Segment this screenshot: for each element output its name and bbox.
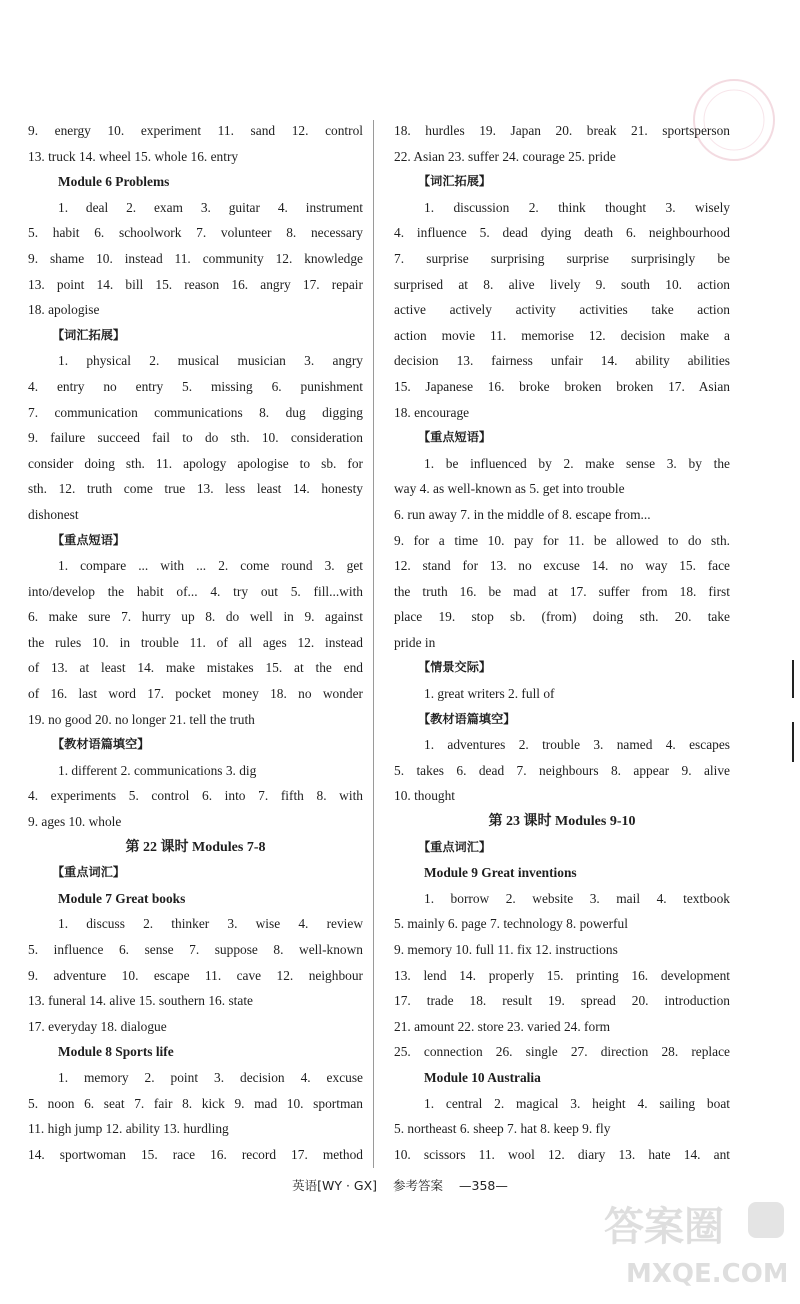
answer-line: surprised at 8. alive lively 9. south 10. action xyxy=(394,276,730,292)
answer-line: 15. Japanese 16. broke broken broken 17. Asian xyxy=(394,378,730,394)
answer-line: 6. run away 7. in the middle of 8. escape from... xyxy=(394,506,651,522)
answer-line: 12. stand for 13. no excuse 14. no way 15. face xyxy=(394,558,730,574)
module-heading: Module 10 Australia xyxy=(424,1069,541,1085)
answer-line: 10. scissors 11. wool 12. diary 13. hate 14. ant xyxy=(394,1146,730,1162)
section-tag: 【重点短语】 xyxy=(418,430,492,445)
answer-line: 21. amount 22. store 23. varied 24. form xyxy=(394,1018,611,1034)
answer-line: 17. trade 18. result 19. spread 20. introduction xyxy=(394,993,730,1009)
section-tag: 【词汇拓展】 xyxy=(52,327,126,342)
answer-line: dishonest xyxy=(28,506,79,522)
answer-line: 1. different 2. communications 3. dig xyxy=(58,762,257,778)
watermark-text: 答案圈 xyxy=(604,1204,724,1250)
answer-line: active actively activity activities take action xyxy=(394,302,730,318)
answer-line: 1. borrow 2. website 3. mail 4. textbook xyxy=(424,890,730,906)
answer-line: 13. point 14. bill 15. reason 16. angry 17. repair xyxy=(28,276,363,292)
answer-line: consider doing sth. 11. apology apologise to sb. for xyxy=(28,455,363,471)
answer-line: sth. 12. truth come true 13. less least 14. honesty xyxy=(28,481,363,497)
left-column xyxy=(28,118,363,1167)
answer-line: 9. failure succeed fail to do sth. 10. consideration xyxy=(28,430,363,446)
answer-line: 4. entry no entry 5. missing 6. punishment xyxy=(28,378,363,394)
watermark-logo xyxy=(596,1192,786,1292)
answer-line: 9. adventure 10. escape 11. cave 12. neighbour xyxy=(28,967,363,983)
answer-line: 1. discussion 2. think thought 3. wisely xyxy=(424,199,730,215)
answer-line: 25. connection 26. single 27. direction 28. replace xyxy=(394,1044,730,1060)
section-tag: 【教材语篇填空】 xyxy=(418,711,516,726)
answer-line: 7. surprise surprising surprise surprisingly be xyxy=(394,250,730,266)
answer-line: pride in xyxy=(394,634,436,650)
answer-line: 5. noon 6. seat 7. fair 8. kick 9. mad 10. sportman xyxy=(28,1095,363,1111)
section-tag: 【教材语篇填空】 xyxy=(52,737,150,752)
footer-section: 参考答案 xyxy=(393,1178,444,1193)
section-tag: 【重点词汇】 xyxy=(418,839,492,854)
right-column xyxy=(394,118,730,1167)
module-heading: Module 8 Sports life xyxy=(58,1044,174,1060)
lesson-title: 第 22 课时 Modules 7-8 xyxy=(125,839,266,855)
answer-line: 1. be influenced by 2. make sense 3. by the xyxy=(424,455,730,471)
page-edge-mark xyxy=(792,722,794,762)
page-edge-mark xyxy=(792,660,794,698)
answer-line: 1. great writers 2. full of xyxy=(424,686,555,702)
answer-line: 5. mainly 6. page 7. technology 8. powerful xyxy=(394,916,628,932)
answer-line: 10. thought xyxy=(394,788,456,804)
column-divider xyxy=(373,120,374,1168)
answer-line: 18. apologise xyxy=(28,302,100,318)
module-heading: Module 9 Great inventions xyxy=(424,865,577,881)
watermark-url: MXQE.COM xyxy=(626,1259,786,1289)
answer-line: of 16. last word 17. pocket money 18. no wonder xyxy=(28,686,363,702)
answer-line: 19. no good 20. no longer 21. tell the truth xyxy=(28,711,255,727)
answer-line: 13. lend 14. properly 15. printing 16. development xyxy=(394,967,730,983)
section-tag: 【重点词汇】 xyxy=(52,865,126,880)
answer-line: 6. make sure 7. hurry up 8. do well in 9. against xyxy=(28,609,363,625)
answer-line: 1. memory 2. point 3. decision 4. excuse xyxy=(58,1069,363,1085)
answer-line: 22. Asian 23. suffer 24. courage 25. pride xyxy=(394,148,616,164)
footer-subject: 英语[WY · GX] xyxy=(292,1178,378,1193)
answer-line: 4. influence 5. dead dying death 6. neighbourhood xyxy=(394,225,730,241)
section-tag: 【词汇拓展】 xyxy=(418,174,492,189)
answer-line: the rules 10. in trouble 11. of all ages 12. instead xyxy=(28,634,363,650)
answer-line: 9. shame 10. instead 11. community 12. knowledge xyxy=(28,250,363,266)
answer-line: 9. for a time 10. pay for 11. be allowed to do sth. xyxy=(394,532,730,548)
answer-line: 1. adventures 2. trouble 3. named 4. escapes xyxy=(424,737,730,753)
answer-line: 9. energy 10. experiment 11. sand 12. control xyxy=(28,123,363,138)
answer-line: decision 13. fairness unfair 14. ability abilities xyxy=(394,353,730,369)
footer-page-number: —358— xyxy=(459,1178,508,1193)
answer-line: way 4. as well-known as 5. get into trouble xyxy=(394,481,625,497)
answer-line: 5. influence 6. sense 7. suppose 8. well-known xyxy=(28,942,363,957)
answer-line: 14. sportwoman 15. race 16. record 17. method xyxy=(28,1146,363,1162)
answer-line: 18. hurdles 19. Japan 20. break 21. sportsperson xyxy=(394,123,730,138)
answer-line: 9. ages 10. whole xyxy=(28,814,122,830)
answer-line: action movie 11. memorise 12. decision make a xyxy=(394,327,730,343)
answer-line: 9. memory 10. full 11. fix 12. instructions xyxy=(394,942,618,957)
answer-line: 4. experiments 5. control 6. into 7. fifth 8. with xyxy=(28,788,363,804)
answer-line: 1. compare ... with ... 2. come round 3. get xyxy=(58,558,363,574)
answer-line: the truth 16. be mad at 17. suffer from 18. first xyxy=(394,583,730,599)
module-heading: Module 7 Great books xyxy=(58,890,186,906)
section-tag: 【情景交际】 xyxy=(418,660,492,675)
answer-line: into/develop the habit of... 4. try out 5. fill...with xyxy=(28,583,363,599)
answer-line: of 13. at least 14. make mistakes 15. at the end xyxy=(28,660,363,676)
answer-line: 1. deal 2. exam 3. guitar 4. instrument xyxy=(58,199,363,215)
answer-line: 5. northeast 6. sheep 7. hat 8. keep 9. fly xyxy=(394,1121,611,1137)
answer-line: place 19. stop sb. (from) doing sth. 20. take xyxy=(394,609,730,625)
answer-line: 18. encourage xyxy=(394,404,470,420)
module-heading: Module 6 Problems xyxy=(58,174,170,190)
section-tag: 【重点短语】 xyxy=(52,532,126,547)
answer-line: 5. takes 6. dead 7. neighbours 8. appear 9. alive xyxy=(394,762,730,778)
answer-line: 7. communication communications 8. dug digging xyxy=(28,404,363,420)
answer-line: 11. high jump 12. ability 13. hurdling xyxy=(28,1121,229,1137)
answer-line: 17. everyday 18. dialogue xyxy=(28,1018,167,1034)
answer-line: 1. discuss 2. thinker 3. wise 4. review xyxy=(58,916,363,932)
answer-line: 13. truck 14. wheel 15. whole 16. entry xyxy=(28,148,239,164)
answer-line: 1. physical 2. musical musician 3. angry xyxy=(58,353,363,369)
answer-line: 13. funeral 14. alive 15. southern 16. state xyxy=(28,993,253,1009)
answer-line: 5. habit 6. schoolwork 7. volunteer 8. necessary xyxy=(28,225,363,241)
answer-line: 1. central 2. magical 3. height 4. sailing boat xyxy=(424,1095,730,1111)
lesson-title: 第 23 课时 Modules 9-10 xyxy=(488,814,636,830)
